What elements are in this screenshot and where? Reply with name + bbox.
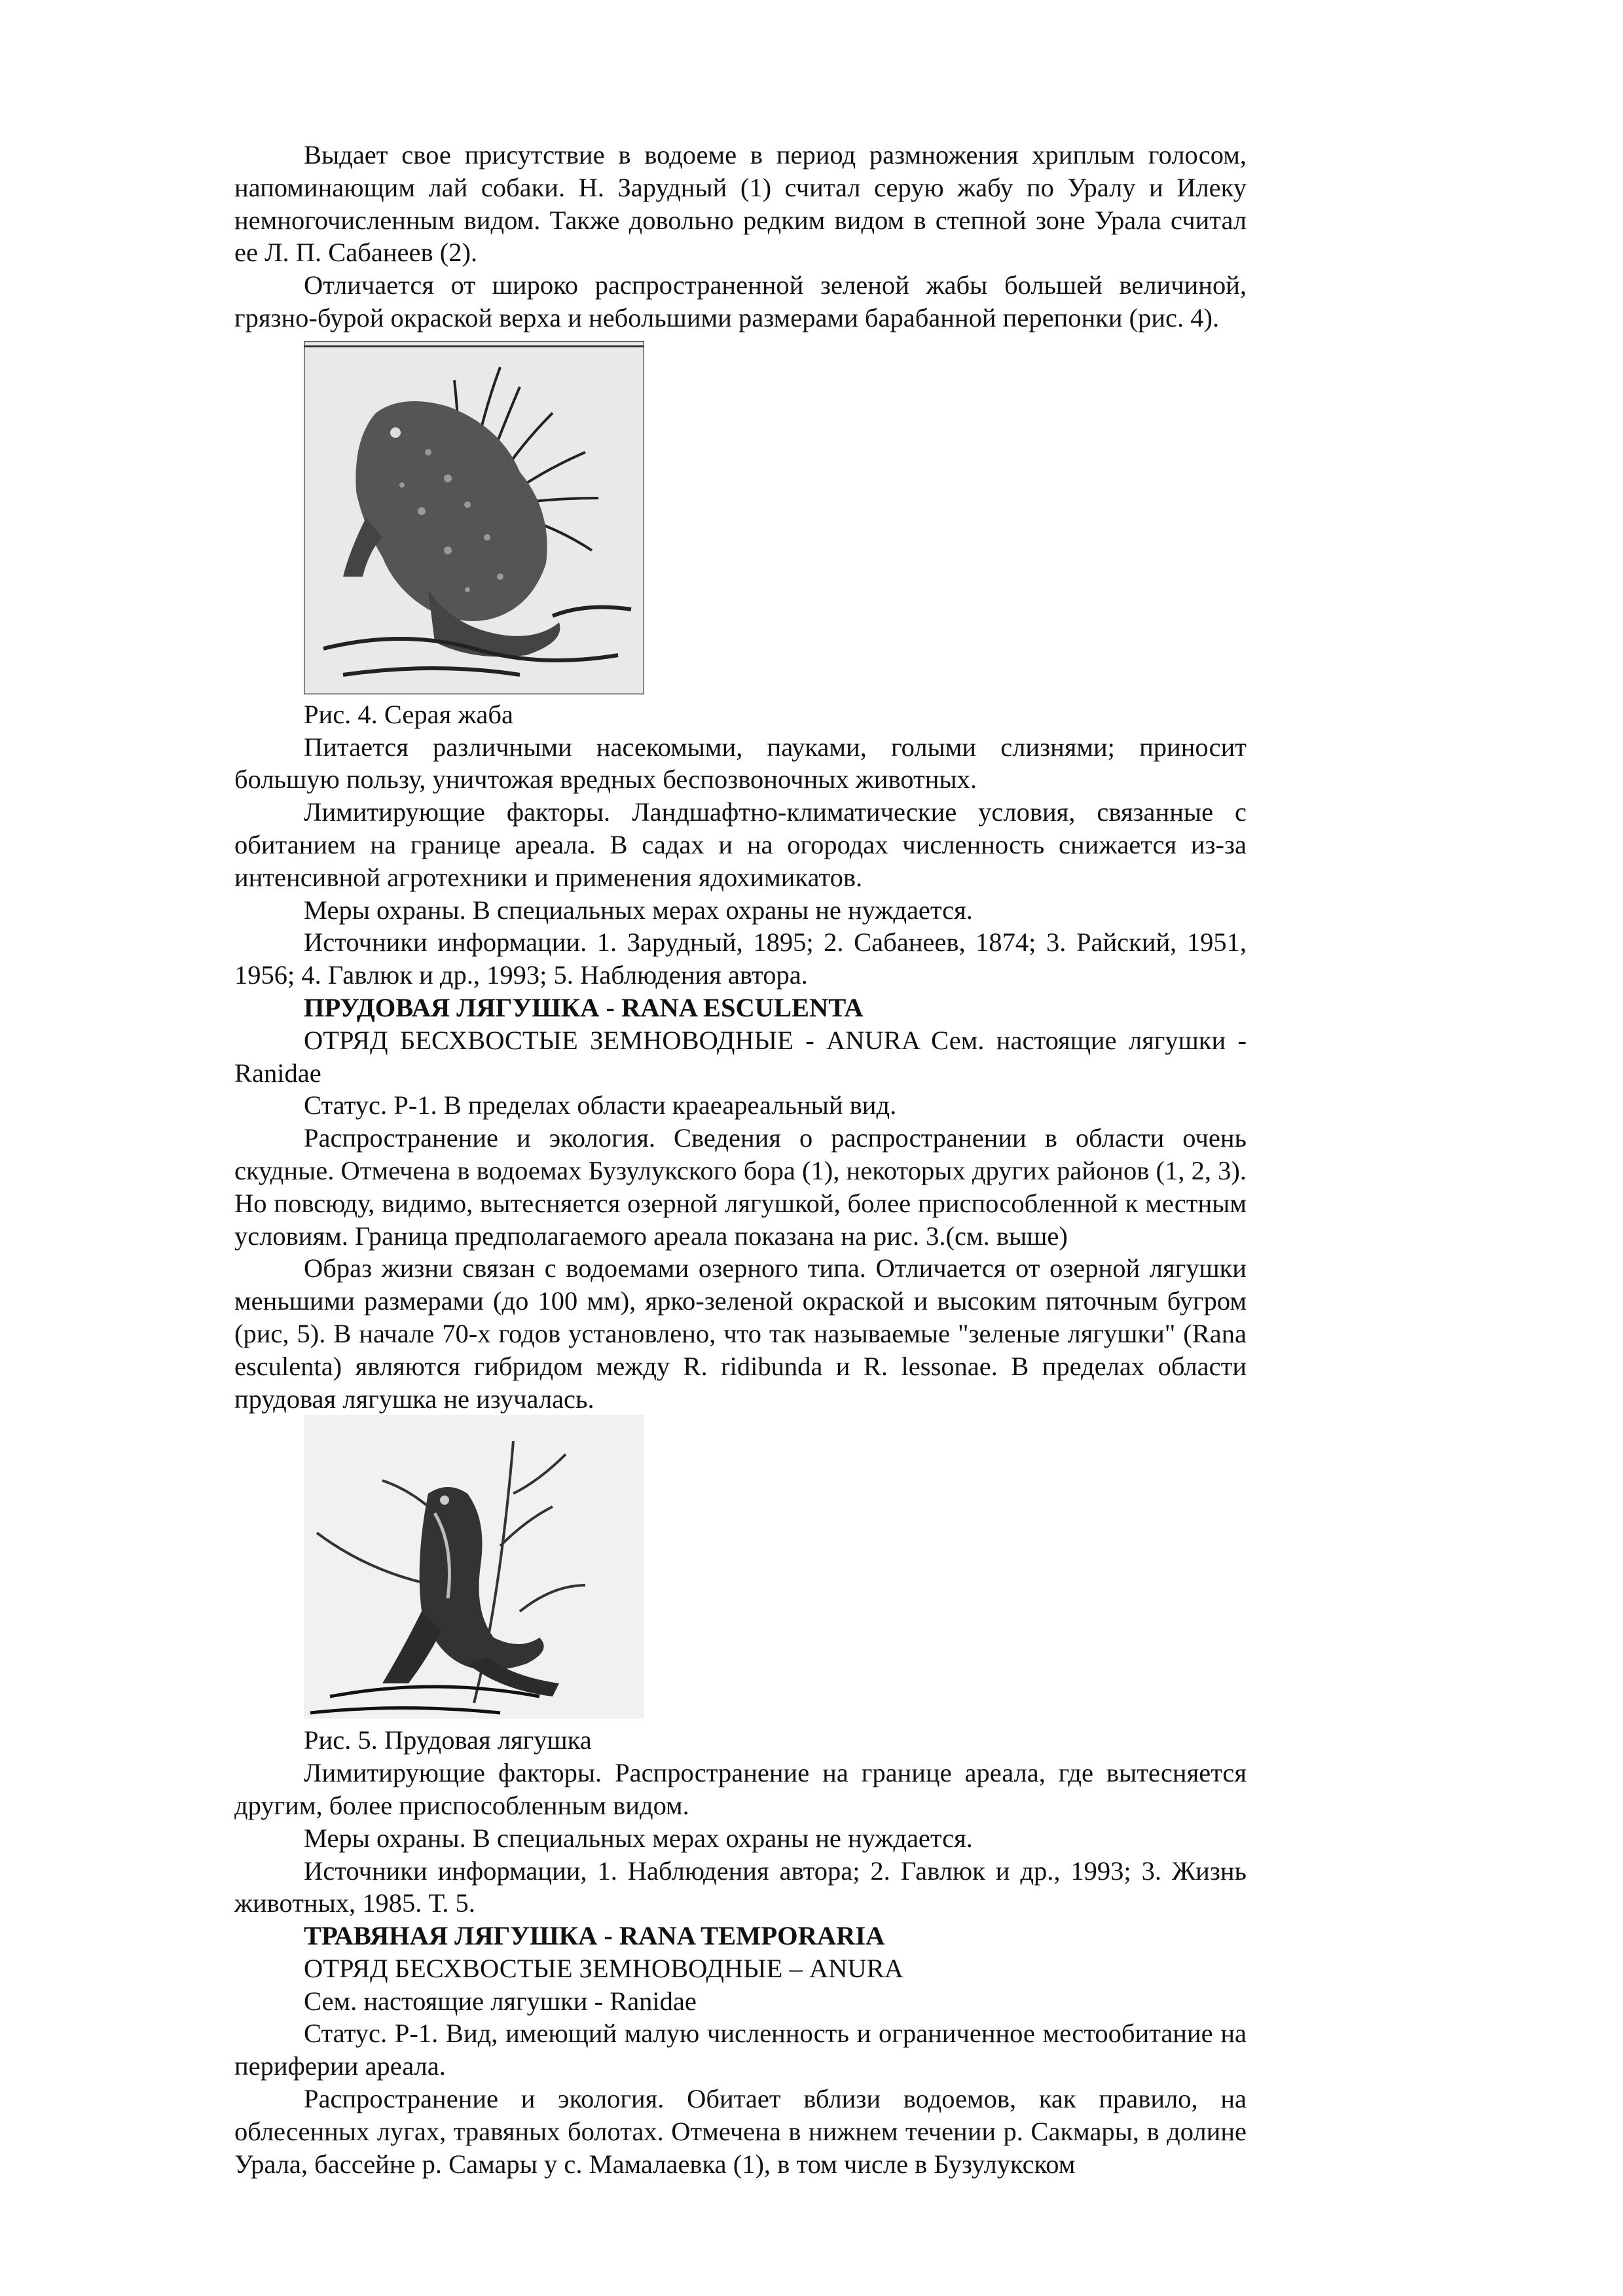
frog-illustration-icon xyxy=(304,1415,644,1719)
paragraph: Выдает свое присутствие в водоеме в период размножения хриплым голосом, напоминающим лай собаки. Н. Зарудный (1) считал серую жабу по Уралу и Илеку немногочисленным видом. Также довольно редким видом в степной зоне Урала считал ее Л. П. Сабанеев (2). xyxy=(234,140,1247,268)
family-line: Сем. настоящие лягушки - Ranidae xyxy=(304,1986,697,2016)
document-page xyxy=(234,139,1247,2180)
order-line: ОТРЯД БЕСХВОСТЫЕ ЗЕМНОВОДНЫЕ – ANURA xyxy=(304,1953,903,1983)
paragraph: Источники информации, 1. Наблюдения автора; 2. Гавлюк и др., 1993; 3. Жизнь животных, 1985. Т. 5. xyxy=(234,1856,1247,1918)
paragraph: Меры охраны. В специальных мерах охраны не нуждается. xyxy=(304,1823,973,1853)
paragraph: Питается различными насекомыми, пауками, голыми слизнями; приносит большую пользу, уничтожая вредных беспозвоночных животных. xyxy=(234,732,1247,795)
paragraph: Отличается от широко распространенной зеленой жабы большей величиной, грязно-бурой окраской верха и небольшими размерами барабанной перепонки (рис. 4). xyxy=(234,270,1247,332)
paragraph: Распространение и экология. Обитает вблизи водоемов, как правило, на облесенных лугах, травяных болотах. Отмечена в нижнем течении р. Сакмары, в долине Урала, бассейне р. Самары у с. Мамалаевка (1), в том числе в Бузулукском xyxy=(234,2084,1247,2179)
paragraph: Лимитирующие факторы. Ландшафтно-климатические условия, связанные с обитанием на границе ареала. В садах и на огородах численность снижается из-за интенсивной агротехники и применения ядохимикатов. xyxy=(234,797,1247,892)
figure-caption: Рис. 4. Серая жаба xyxy=(304,699,513,729)
section-heading: ТРАВЯНАЯ ЛЯГУШКА - RANA TEMPORARIA xyxy=(304,1921,885,1951)
paragraph: Статус. Р-1. Вид, имеющий малую численность и ограниченное местообитание на периферии ареала. xyxy=(234,2018,1247,2081)
order-line: ОТРЯД БЕСХВОСТЫЕ ЗЕМНОВОДНЫЕ - ANURA Сем. настоящие лягушки - Ranidae xyxy=(234,1025,1247,1088)
paragraph: Распространение и экология. Сведения о распространении в области очень скудные. Отмечена в водоемах Бузулукского бора (1), некоторых других районов (1, 2, 3). Но повсюду, видимо, вытесняется озерной лягушкой, более приспособленной к местным условиям. Граница предполагаемого ареала показана на рис. 3.(см. выше) xyxy=(234,1123,1247,1251)
figure-frog xyxy=(304,1415,644,1719)
toad-illustration-icon xyxy=(304,341,644,694)
paragraph: Меры охраны. В специальных мерах охраны не нуждается. xyxy=(304,895,973,925)
paragraph: Лимитирующие факторы. Распространение на границе ареала, где вытесняется другим, более приспособленным видом. xyxy=(234,1758,1247,1820)
figure-toad xyxy=(304,341,644,694)
paragraph: Образ жизни связан с водоемами озерного типа. Отличается от озерной лягушки меньшими размерами (до 100 мм), ярко-зеленой окраской и высоким пяточным бугром (рис, 5). В начале 70-х годов установлено, что так называемые "зеленые лягушки" (Rana esculenta) являются гибридом между R. ridibunda и R. lessonae. В пределах области прудовая лягушка не изучалась. xyxy=(234,1253,1247,1414)
paragraph: Статус. Р-1. В пределах области краеареальный вид. xyxy=(304,1090,897,1121)
figure-caption: Рис. 5. Прудовая лягушка xyxy=(304,1725,592,1755)
paragraph: Источники информации. 1. Зарудный, 1895; 2. Сабанеев, 1874; 3. Райский, 1951, 1956; 4. Гавлюк и др., 1993; 5. Наблюдения автора. xyxy=(234,927,1247,990)
section-heading: ПРУДОВАЯ ЛЯГУШКА - RANA ESCULENTA xyxy=(304,992,864,1022)
